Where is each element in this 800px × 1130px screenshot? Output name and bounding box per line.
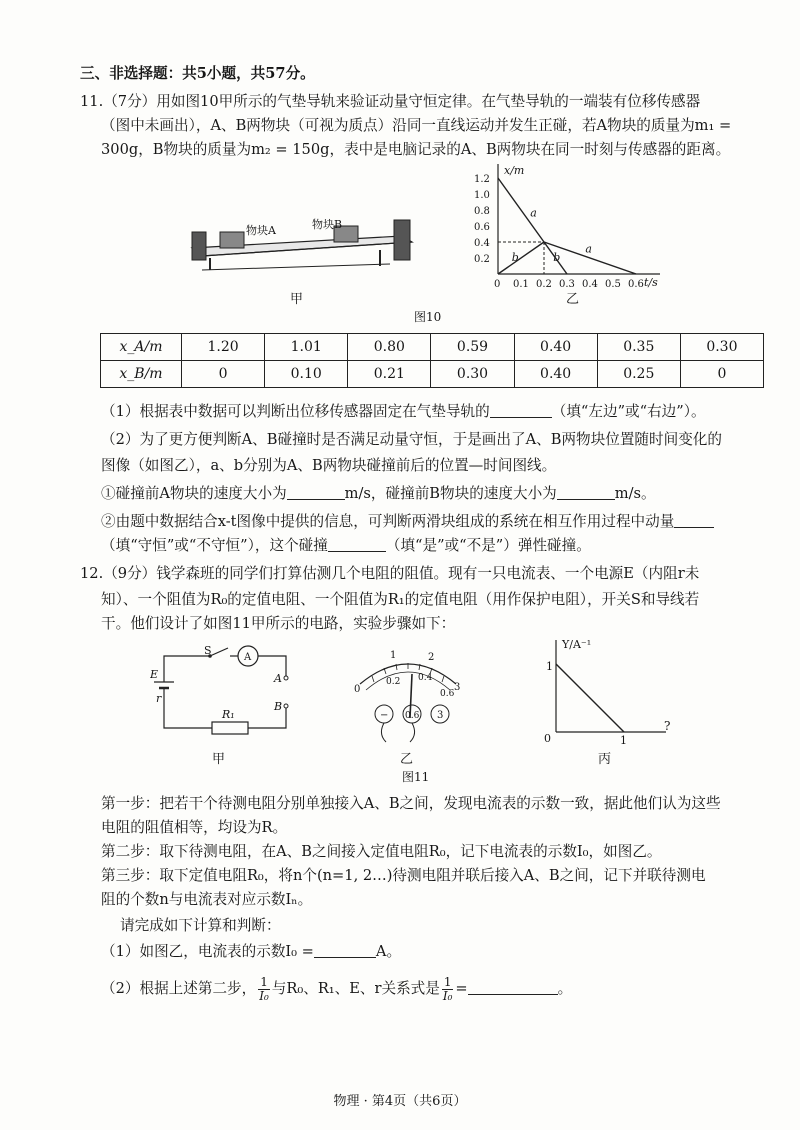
block-b-label: 物块B [312,218,343,231]
q12-step1-line1: 第一步：把若干个待测电阻分别单独接入A、B之间，发现电流表的示数一致，据此他们认为这些 [101,795,721,812]
y-graph-x1: 1 [620,734,627,746]
fig10-caption: 图10 [414,310,442,324]
internal-resistance-label: r [156,692,162,705]
q12-step3-line1: 第三步：取下定值电阻R₀，将n个(n=1, 2…)待测电阻并联后接入A、B之间，记下并联待测电 [101,867,706,884]
fraction-1-over-i0 [258,976,270,1003]
fraction-1-over-i0-b [442,976,454,1003]
xt-xlabel: t/s [644,276,658,289]
page-footer: 物理 · 第4页（共6页） [333,1094,467,1109]
resistor-label: R₁ [222,708,235,721]
label-b-before: b [511,251,519,265]
q12-step1-line2: 电阻的阻值相等，均设为R。 [101,819,288,836]
table-cell: 0 [182,361,265,388]
q12-line1: 12.（9分）钱学森班的同学们打算估测几个电阻的阻值。现有一只电流表、一个电源E（内阻r未 [80,565,700,582]
fig10-yi-label: 乙 [566,292,580,307]
terminal-0-6-label: 0.6 [405,711,420,721]
resistor-r1 [212,722,248,734]
q12-sub1-text-a: （1）如图乙，电流表的示数I₀ = [101,943,314,960]
q11-sub1-text-b: （填“左边”或“右边”）。 [551,403,706,420]
table-cell: 1.01 [265,334,348,361]
block-a-label: 物块A [246,224,276,237]
fig11-yi-label: 乙 [400,752,414,767]
terminal-b [284,704,288,708]
fraction-numerator-b: 1 [443,974,452,989]
lead-wire-left [381,723,386,742]
fig11-jia-label: 甲 [212,752,226,767]
table-cell: 0 [680,361,763,388]
dial-inner-06: 0.6 [440,689,455,699]
xt-ytick-label: 1.0 [474,190,490,201]
table-cell: 0.25 [597,361,680,388]
xt-ytick-label: 0.2 [474,254,490,265]
block-a [220,232,244,248]
table-cell: 0.80 [348,334,431,361]
dial-ticks [372,663,444,682]
wire-top-left [164,656,210,682]
dial-outer-2: 2 [428,652,435,663]
q12-sub2-text-a: （2）根据上述第二步， [101,980,257,997]
q11-c1-text-b: m/s，碰撞前B物块的速度大小为 [344,485,557,502]
point-b-label: B [274,700,283,713]
xt-graph [470,158,670,298]
ammeter-dial [348,640,468,744]
q11-c2-text-a: ②由题中数据结合x-t图像中提供的信息，可判断两滑块组成的系统在相互作用过程中动量 [101,513,675,530]
label-b-after: b [553,251,561,265]
terminal-3-label: 3 [437,710,444,721]
q12-sub2 [101,974,572,1004]
dial-outer-3: 3 [454,682,461,693]
label-a-before: a [530,206,537,220]
terminal-a [284,676,288,680]
fraction-denominator: I₀ [259,988,269,1003]
right-end-stand [394,220,410,260]
section-header: 三、非选择题：共5小题，共57分。 [80,65,315,82]
dial-inner-04: 0.4 [418,673,433,683]
answer-blank-5[interactable] [328,537,386,552]
q12-step2: 第二步：取下待测电阻，在A、B之间接入定值电阻R₀，记下电流表的示数I₀，如图乙。 [101,843,662,860]
ammeter-label: A [244,652,252,663]
q11-c2-text-b: （填“守恒”或“不守恒”），这个碰撞 [101,537,328,554]
fraction-numerator: 1 [260,974,268,989]
line-a-before [498,178,544,242]
y-graph-ylabel: Y/A⁻¹ [562,638,592,651]
position-data-table [100,333,764,388]
table-row-b [101,361,764,388]
battery-label: E [150,668,159,681]
dial-inner-02: 0.2 [386,677,401,687]
xt-xtick-label: 0.5 [605,279,621,290]
xt-ytick-label: 0.4 [474,238,490,249]
xt-xtick-label: 0.6 [628,279,644,290]
fig11-bing-label: 丙 [598,752,612,767]
row-b-header: x_B/m [101,361,182,388]
q11-sub2-line1: （2）为了更方便判断A、B碰撞时是否满足动量守恒，于是画出了A、B两物块位置随时间变化的 [101,431,722,448]
table-cell: 0.10 [265,361,348,388]
q12-sub1 [101,942,401,962]
fig10-jia-label: 甲 [290,292,304,307]
lead-wire-right [410,723,415,742]
table-row-a [101,334,764,361]
switch-label: S [204,644,212,657]
y-graph-line [556,664,624,732]
q12-sub2-text-d: 。 [557,980,573,997]
xt-xtick-label: 0.3 [559,279,575,290]
terminal-minus-label: − [380,710,389,721]
y-graph-x0: 0 [544,732,551,745]
table-cell: 0.35 [597,334,680,361]
q11-c2-line2 [101,536,591,556]
line-b-before [498,242,544,274]
fig11-caption: 图11 [402,770,430,784]
q11-c1-text-a: ①碰撞前A物块的速度大小为 [101,485,287,502]
point-a-label: A [274,672,282,685]
q11-line1: 11.（7分）用如图10甲所示的气垫导轨来验证动量守恒定律。在气垫导轨的一端装有位移传感器 [80,93,701,110]
q11-c2-text-c: （填“是”或“不是”）弹性碰撞。 [385,537,591,554]
answer-blank-3[interactable] [557,485,615,500]
dial-inner-arc [366,672,450,690]
q12-line3: 干。他们设计了如图11甲所示的电路，实验步骤如下： [101,615,456,632]
q12-instruction: 请完成如下计算和判断： [120,917,281,934]
xt-xtick-label: 0.2 [536,279,552,290]
answer-blank-2[interactable] [287,485,345,500]
row-a-header: x_A/m [101,334,182,361]
answer-blank-7[interactable] [468,980,558,995]
y-graph-y1: 1 [546,660,553,673]
q12-sub2-text-c: = [455,980,468,997]
xt-xtick-label: 0.1 [513,279,529,290]
dial-outer-0: 0 [354,684,361,695]
xt-ylabel: x/m [504,164,525,177]
dial-outer-1: 1 [390,650,397,661]
answer-blank-4[interactable] [674,513,714,528]
answer-blank-6[interactable] [314,943,376,958]
q11-line2: （图中未画出），A、B两物块（可视为质点）沿同一直线运动并发生正碰，若A物块的质量为m₁ = [101,117,732,134]
q12-sub1-text-b: A。 [375,943,402,960]
switch-lever [210,648,228,656]
q12-line2: 知）、一个阻值为R₀的定值电阻、一个阻值为R₁的定值电阻（用作保护电阻），开关S和导线若 [101,591,700,608]
table-cell: 0.21 [348,361,431,388]
wire-bottom-left [164,688,212,728]
y-graph [540,634,680,746]
xt-ytick-label: 0.6 [474,222,490,233]
xt-xtick-label: 0.4 [582,279,598,290]
q12-sub2-text-b: 与R₀、R₁、E、r关系式是 [271,980,440,997]
q11-sub2-line2: 图像（如图乙），a、b分别为A、B两物块碰撞前后的位置—时间图线。 [101,457,557,474]
fraction-denominator-b: I₀ [442,988,453,1003]
q11-c1 [101,484,656,504]
table-cell: 0.30 [680,334,763,361]
q11-c2 [101,512,714,532]
air-track-figure [180,212,420,282]
xt-ytick-label: 1.2 [474,174,490,185]
table-cell: 1.20 [182,334,265,361]
q12-step3-line2: 阻的个数n与电流表对应示数Iₙ。 [101,891,313,908]
base-rail [202,264,390,270]
q11-sub1-text-a: （1）根据表中数据可以判断出位移传感器固定在气垫导轨的 [101,403,490,420]
y-graph-xq: ? [664,719,671,733]
left-end-stand [192,232,206,260]
circuit-diagram [150,642,310,742]
table-cell: 0.59 [431,334,514,361]
q11-line3: 300g，B物块的质量为m₂ = 150g，表中是电脑记录的A、B两物块在同一时刻与传感器的距离。 [101,141,731,158]
table-cell: 0.40 [514,361,597,388]
xt-ytick-label: 0.8 [474,206,490,217]
label-a-after: a [585,242,592,256]
xt-xtick-label: 0 [494,279,501,290]
q11-sub1 [101,402,706,422]
table-cell: 0.40 [514,334,597,361]
table-cell: 0.30 [431,361,514,388]
q11-c1-text-c: m/s。 [614,485,656,502]
answer-blank-1[interactable] [490,403,552,418]
